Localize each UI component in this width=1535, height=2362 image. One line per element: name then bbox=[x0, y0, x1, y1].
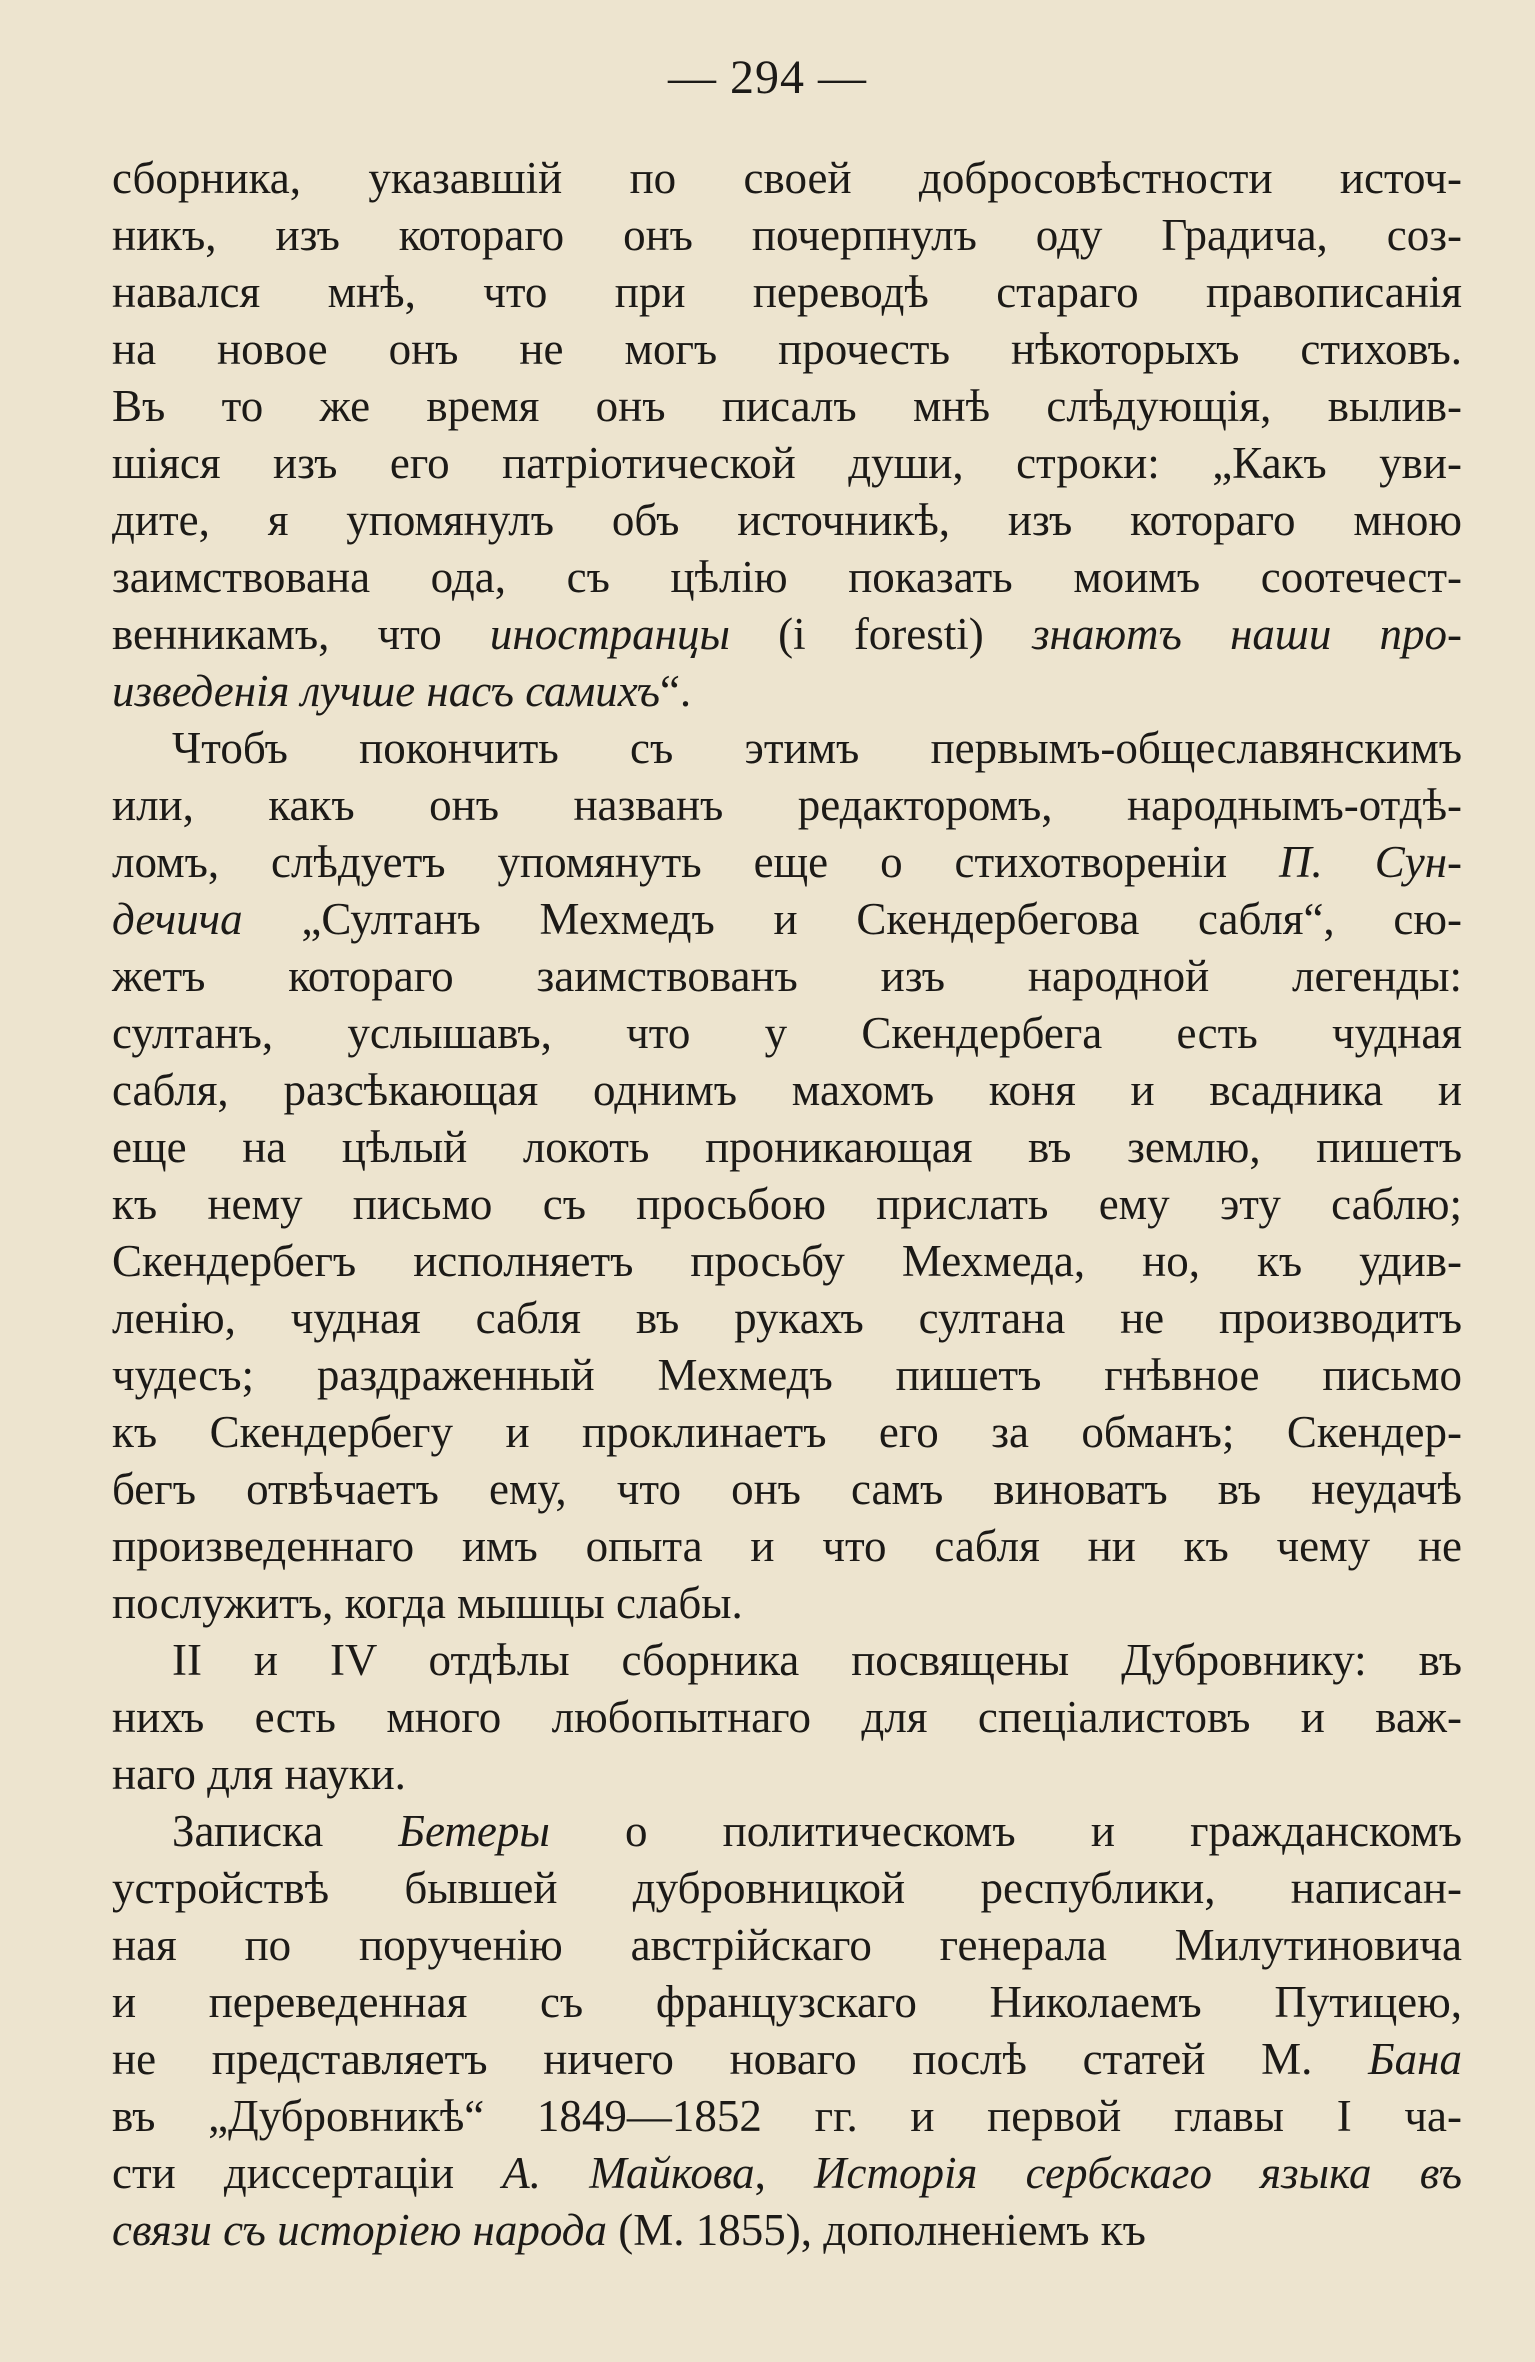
text-span: (М. 1855), дополненіемъ къ bbox=[607, 2205, 1146, 2255]
paragraph bbox=[112, 1632, 1462, 1803]
italic-text: связи съ исторіею народа bbox=[112, 2205, 608, 2255]
italic-text: П. Сун- bbox=[1279, 837, 1463, 887]
text-span: Въ то же время онъ писалъ мнѣ слѣдующія, вылив- bbox=[112, 381, 1462, 431]
text-line bbox=[112, 150, 1462, 207]
text-span: сти диссертаціи bbox=[112, 2148, 503, 2198]
italic-text: иностранцы bbox=[489, 609, 730, 659]
text-line bbox=[112, 891, 1462, 948]
text-line bbox=[112, 663, 1462, 720]
text-span: венникамъ, что bbox=[112, 609, 490, 659]
text-line bbox=[112, 606, 1462, 663]
text-span: наго для науки. bbox=[112, 1749, 406, 1799]
text-line bbox=[112, 2031, 1462, 2088]
text-span: бегъ отвѣчаетъ ему, что онъ самъ виноватъ въ неудачѣ bbox=[112, 1464, 1462, 1514]
text-span: сборника, указавшій по своей добросовѣстности источ- bbox=[112, 153, 1462, 203]
text-span: нихъ есть много любопытнаго для спеціалистовъ и важ- bbox=[112, 1692, 1462, 1742]
text-line bbox=[112, 1575, 1462, 1632]
text-line bbox=[112, 1005, 1462, 1062]
text-line bbox=[112, 1746, 1462, 1803]
paragraph bbox=[112, 150, 1462, 720]
text-span: и переведенная съ французскаго Николаемъ Путицею, bbox=[112, 1977, 1462, 2027]
text-span: ная по порученію австрійскаго генерала Милутиновича bbox=[112, 1920, 1462, 1970]
text-line bbox=[112, 378, 1462, 435]
body-text bbox=[112, 150, 1462, 2259]
text-span: ленію, чудная сабля въ рукахъ султана не производитъ bbox=[112, 1293, 1462, 1343]
text-span: еще на цѣлый локоть проникающая въ землю, пишетъ bbox=[112, 1122, 1462, 1172]
italic-text: Бана bbox=[1368, 2034, 1462, 2084]
text-line bbox=[112, 1974, 1462, 2031]
text-line bbox=[112, 2202, 1462, 2259]
italic-text: Исторія сербскаго языка въ bbox=[814, 2148, 1462, 2198]
text-span: , bbox=[754, 2148, 815, 2198]
text-span: II и IV отдѣлы сборника посвящены Дубровнику: въ bbox=[172, 1635, 1462, 1685]
text-line bbox=[112, 549, 1462, 606]
text-line bbox=[112, 1404, 1462, 1461]
text-span: на новое онъ не могъ прочесть нѣкоторыхъ стиховъ. bbox=[112, 324, 1462, 374]
paragraph bbox=[112, 720, 1462, 1632]
text-span: никъ, изъ котораго онъ почерпнулъ оду Градича, соз- bbox=[112, 210, 1462, 260]
text-line bbox=[112, 321, 1462, 378]
text-line bbox=[112, 720, 1462, 777]
page-number: — 294 — bbox=[668, 51, 867, 104]
text-span: Чтобъ покончить съ этимъ первымъ-общеславянскимъ bbox=[172, 723, 1462, 773]
text-span: въ „Дубровникѣ“ 1849—1852 гг. и первой главы I ча- bbox=[112, 2091, 1462, 2141]
text-span: заимствована ода, съ цѣлію показать моимъ соотечест- bbox=[112, 552, 1462, 602]
italic-text: знаютъ наши про- bbox=[1031, 609, 1463, 659]
text-line bbox=[112, 1632, 1462, 1689]
text-span: навался мнѣ, что при переводѣ стараго правописанія bbox=[112, 267, 1462, 317]
text-span: “. bbox=[659, 666, 692, 716]
text-span: устройствѣ бывшей дубровницкой республики, написан- bbox=[112, 1863, 1462, 1913]
text-span: Скендербегъ исполняетъ просьбу Мехмеда, но, къ удив- bbox=[112, 1236, 1462, 1286]
paragraph bbox=[112, 1803, 1462, 2259]
text-line bbox=[112, 1803, 1462, 1860]
text-span: жетъ котораго заимствованъ изъ народной легенды: bbox=[112, 951, 1462, 1001]
text-line bbox=[112, 2088, 1462, 2145]
text-span: къ Скендербегу и проклинаетъ его за обманъ; Скендер- bbox=[112, 1407, 1462, 1457]
text-span: послужитъ, когда мышцы слабы. bbox=[112, 1578, 743, 1628]
text-line bbox=[112, 1233, 1462, 1290]
text-line bbox=[112, 1689, 1462, 1746]
text-line bbox=[112, 1347, 1462, 1404]
italic-text: Бетеры bbox=[398, 1806, 550, 1856]
text-line bbox=[112, 1917, 1462, 1974]
text-span: дите, я упомянулъ объ источникѣ, изъ котораго мною bbox=[112, 495, 1462, 545]
text-span: къ нему письмо съ просьбою прислать ему эту саблю; bbox=[112, 1179, 1462, 1229]
text-line bbox=[112, 1518, 1462, 1575]
text-span: „Султанъ Мехмедъ и Скендербегова сабля“, сю- bbox=[242, 894, 1462, 944]
text-line bbox=[112, 1176, 1462, 1233]
text-span: или, какъ онъ названъ редакторомъ, народнымъ-отдѣ- bbox=[112, 780, 1462, 830]
text-line bbox=[112, 435, 1462, 492]
text-line bbox=[112, 207, 1462, 264]
text-span: сабля, разсѣкающая однимъ махомъ коня и всадника и bbox=[112, 1065, 1462, 1115]
text-line bbox=[112, 1290, 1462, 1347]
text-span: не представляетъ ничего новаго послѣ статей М. bbox=[112, 2034, 1369, 2084]
text-line bbox=[112, 1119, 1462, 1176]
text-span: Записка bbox=[172, 1806, 399, 1856]
text-line bbox=[112, 1860, 1462, 1917]
text-span: султанъ, услышавъ, что у Скендербега есть чудная bbox=[112, 1008, 1462, 1058]
text-line bbox=[112, 1062, 1462, 1119]
text-line bbox=[112, 492, 1462, 549]
text-line bbox=[112, 834, 1462, 891]
text-span: шіяся изъ его патріотической души, строки: „Какъ уви- bbox=[112, 438, 1462, 488]
italic-text: А. Майкова bbox=[502, 2148, 755, 2198]
text-line bbox=[112, 264, 1462, 321]
text-span: о политическомъ и гражданскомъ bbox=[549, 1806, 1463, 1856]
italic-text: изведенія лучше насъ самихъ bbox=[112, 666, 660, 716]
text-span: произведеннаго имъ опыта и что сабля ни къ чему не bbox=[112, 1521, 1462, 1571]
text-line bbox=[112, 948, 1462, 1005]
text-line bbox=[112, 777, 1462, 834]
text-span: ломъ, слѣдуетъ упомянуть еще о стихотвореніи bbox=[112, 837, 1280, 887]
text-span: чудесъ; раздраженный Мехмедъ пишетъ гнѣвное письмо bbox=[112, 1350, 1462, 1400]
italic-text: дечича bbox=[112, 894, 243, 944]
text-line bbox=[112, 1461, 1462, 1518]
text-line bbox=[112, 2145, 1462, 2202]
text-span: (i foresti) bbox=[730, 609, 1032, 659]
